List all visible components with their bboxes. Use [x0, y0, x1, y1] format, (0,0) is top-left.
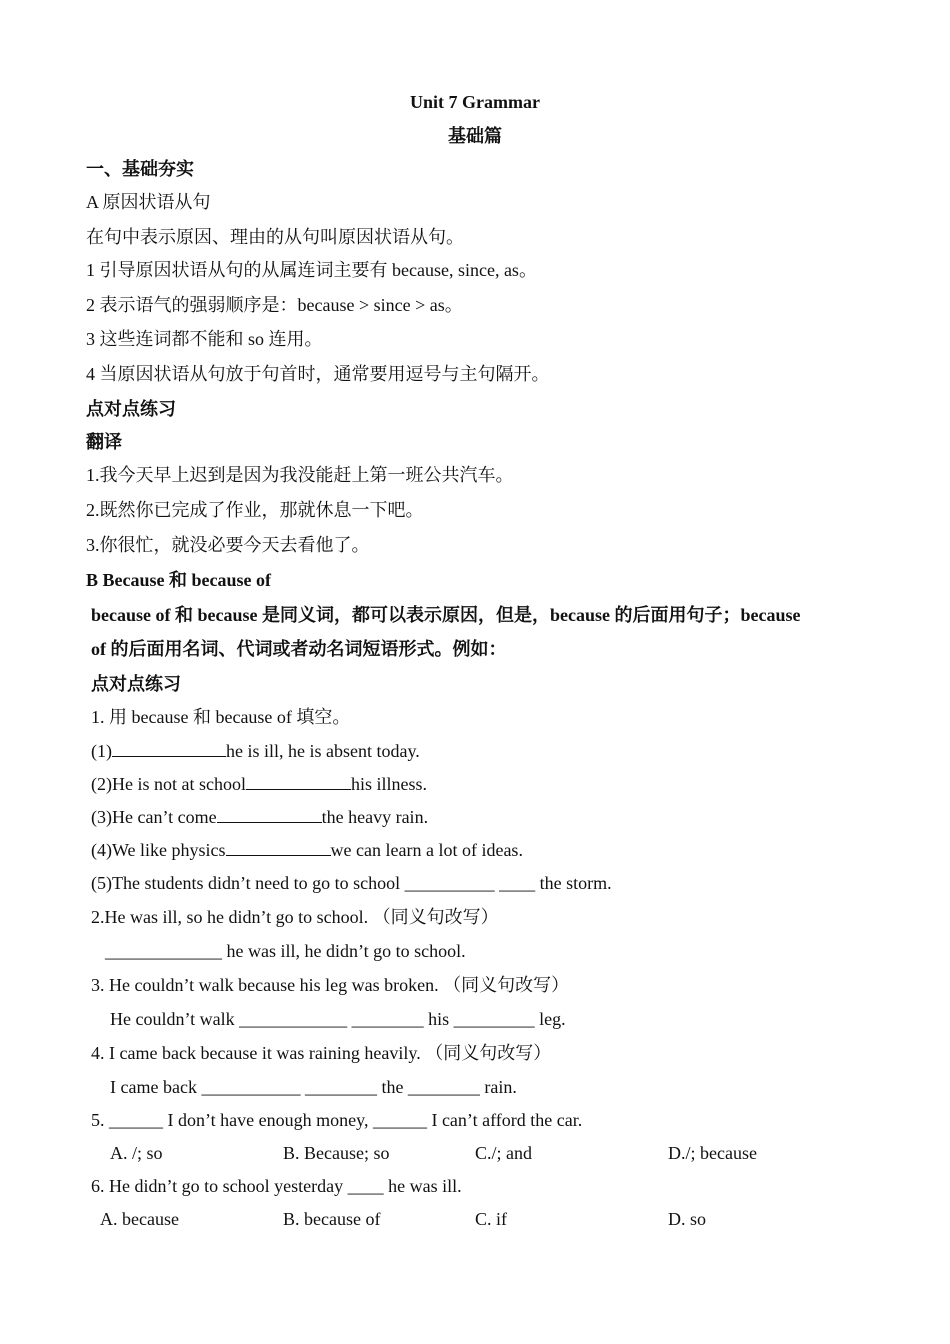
answer-blank[interactable] [246, 773, 351, 790]
question: 3. He couldn’t walk because his leg was broken. （同义句改写） [91, 975, 570, 995]
item-text: (2)He is not at school [91, 774, 246, 794]
fill-blank-item [91, 839, 523, 861]
translate-label: 翻译 [86, 432, 122, 452]
answer-blank[interactable] [217, 806, 322, 823]
option-a[interactable]: A. because [100, 1209, 179, 1229]
question: 2.He was ill, so he didn’t go to school. （同义句改写） [91, 907, 499, 927]
rule-item: 1 引导原因状语从句的从属连词主要有 because, since, as。 [86, 260, 537, 280]
question: 4. I came back because it was raining heavily. （同义句改写） [91, 1043, 552, 1063]
answer-line[interactable]: _____________ he was ill, he didn’t go to school. [105, 941, 466, 961]
item-text: we can learn a lot of ideas. [330, 840, 523, 860]
question: 6. He didn’t go to school yesterday ____ he was ill. [91, 1176, 462, 1196]
answer-line[interactable]: I came back ___________ ________ the ________ rain. [110, 1077, 517, 1097]
option-d[interactable]: D./; because [668, 1143, 757, 1163]
part-b-explanation: because of 和 because 是同义词，都可以表示原因，但是，because 的后面用句子；because [91, 605, 801, 625]
rule-item: 4 当原因状语从句放于句首时，通常要用逗号与主句隔开。 [86, 364, 550, 384]
question-prompt: 1. 用 because 和 because of 填空。 [91, 707, 351, 727]
option-c[interactable]: C. if [475, 1209, 508, 1229]
answer-blank[interactable] [112, 740, 226, 757]
part-b-heading: B Because 和 because of [86, 570, 271, 590]
question: 5. ______ I don’t have enough money, ______ I can’t afford the car. [91, 1110, 583, 1130]
translate-item: 1.我今天早上迟到是因为我没能赶上第一班公共汽车。 [86, 465, 514, 485]
item-text: (4)We like physics [91, 840, 226, 860]
fill-blank-item [91, 740, 420, 762]
rule-item: 2 表示语气的强弱顺序是：because > since > as。 [86, 295, 463, 315]
option-b[interactable]: B. Because; so [283, 1143, 390, 1163]
fill-blank-item [91, 773, 427, 795]
answer-line[interactable]: He couldn’t walk ____________ ________ his _________ leg. [110, 1009, 566, 1029]
page-subtitle: 基础篇 [448, 126, 502, 146]
translate-item: 3.你很忙，就没必要今天去看他了。 [86, 535, 370, 555]
translate-item: 2.既然你已完成了作业，那就休息一下吧。 [86, 500, 424, 520]
page-title: Unit 7 Grammar [410, 92, 540, 112]
rule-item: 3 这些连词都不能和 so 连用。 [86, 329, 323, 349]
item-text: (1) [91, 741, 112, 761]
item-text: his illness. [350, 774, 427, 794]
practice-label: 点对点练习 [86, 399, 176, 419]
part-a-intro: 在句中表示原因、理由的从句叫原因状语从句。 [86, 227, 464, 247]
option-a[interactable]: A. /; so [110, 1143, 163, 1163]
part-a-heading: A 原因状语从句 [86, 192, 211, 212]
option-b[interactable]: B. because of [283, 1209, 381, 1229]
answer-blank[interactable] [226, 839, 331, 856]
item-text: the heavy rain. [321, 807, 429, 827]
option-d[interactable]: D. so [668, 1209, 707, 1229]
practice-label: 点对点练习 [91, 674, 181, 694]
item-text: (3)He can’t come [91, 807, 217, 827]
option-c[interactable]: C./; and [475, 1143, 532, 1163]
fill-blank-item [91, 806, 428, 828]
fill-blank-item: (5)The students didn’t need to go to school __________ ____ the storm. [91, 873, 612, 893]
part-b-explanation: of 的后面用名词、代词或者动名词短语形式。例如： [91, 639, 507, 659]
section-heading: 一、基础夯实 [86, 159, 194, 179]
item-text: he is ill, he is absent today. [226, 741, 420, 761]
